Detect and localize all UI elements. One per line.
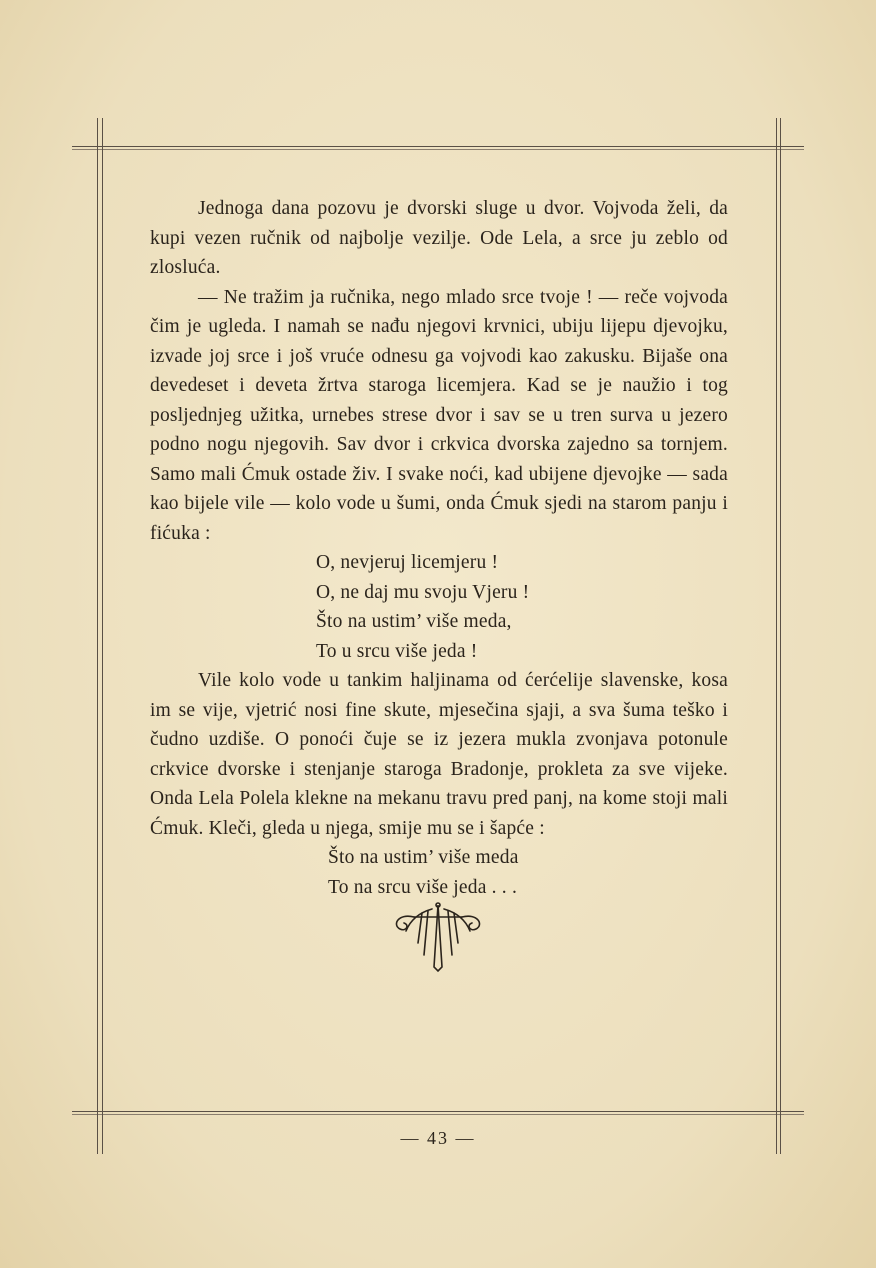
paragraph: — Ne tražim ja ručnika, nego mlado srce tvoje ! — reče vojvoda čim je ugleda. I namah se nađu njegovi krvnici, ubiju lijepu djevojku, izvade joj srce i još vruće odnesu ga vojvodi kao zakusku. Bijaše ona devedeset i deveta žrtva staroga licemjera. Kad se je naužio i tog posljednjeg užitka, urnebes strese dvor i sav se u tren surva u jezero podno nogu njegovih. Sav dvor i crkvica dvorska zajedno sa tornjem. Samo mali Ćmuk ostade živ. I svake noći, kad ubijene djevojke — sada kao bijele vile — kolo vode u šumi, onda Ćmuk sjedi na starom panju i fićuka : (150, 286, 728, 544)
verse-line: O, nevjeruj licemjeru ! (316, 552, 499, 573)
body-text (150, 194, 728, 902)
paragraph: Jednoga dana pozovu je dvorski sluge u dvor. Vojvoda želi, da kupi vezen ručnik od najbolje vezilje. Ode Lela, a srce ju zeblo od zlosluća. (150, 198, 728, 278)
paragraph: Vile kolo vode u tankim haljinama od ćerćelije slavenske, kosa im se vije, vjetrić nosi fine skute, mjesečina sjaji, a sva šuma teško i čudno uzdiše. O ponoći čuje se iz jezera mukla zvonjava potonule crkvice dvorske i stenjanje staroga Bradonje, prokleta za sve vijeke. Onda Lela Polela klekne na mekanu travu pred panj, na kome stoji mali Ćmuk. Kleči, gleda u njega, smije mu se i šapće : (150, 670, 728, 839)
verse-line: To na srcu više jeda . . . (328, 876, 518, 898)
page-number: — 43 — (400, 1128, 476, 1148)
ornament-icon (388, 895, 488, 975)
verse-line: O, ne daj mu svoju Vjeru ! (316, 581, 530, 603)
verse-line: Što na ustim’ više meda (328, 847, 519, 868)
verse-line: To u srcu više jeda ! (316, 640, 478, 662)
verse-line: Što na ustim’ više meda, (316, 611, 512, 632)
verse-stanza (150, 843, 728, 902)
verse-stanza (150, 548, 728, 666)
